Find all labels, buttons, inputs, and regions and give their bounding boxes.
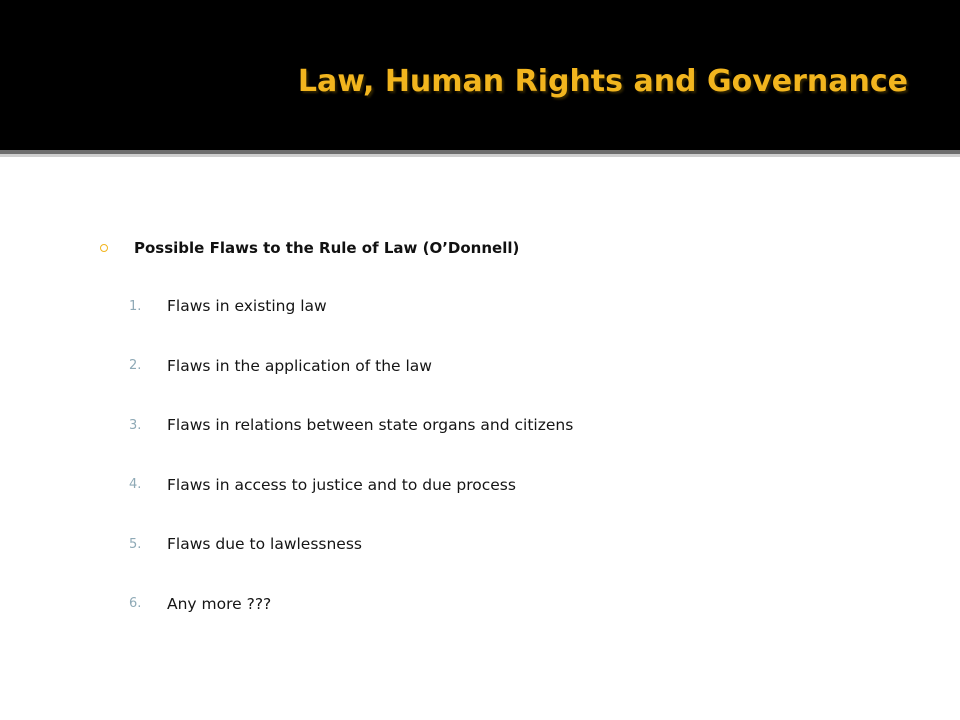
flaws-list bbox=[100, 292, 920, 618]
list-item-text: Flaws in access to justice and to due process bbox=[167, 475, 516, 494]
list-item-number: 3. bbox=[129, 417, 142, 433]
content-heading: Possible Flaws to the Rule of Law (O’Donnell) bbox=[134, 239, 520, 257]
list-item bbox=[100, 530, 920, 558]
list-item-text: Flaws due to lawlessness bbox=[167, 535, 362, 553]
list-item-number: 2. bbox=[129, 358, 142, 373]
title-bar bbox=[0, 0, 960, 150]
list-item bbox=[100, 352, 920, 380]
list-item-text: Flaws in the application of the law bbox=[167, 356, 432, 375]
title-divider-light bbox=[0, 154, 960, 157]
hollow-circle-bullet-icon bbox=[100, 244, 108, 252]
list-item bbox=[100, 292, 920, 320]
list-item-text: Flaws in relations between state organs and citizens bbox=[167, 416, 574, 434]
list-item bbox=[100, 471, 920, 499]
list-item-number: 5. bbox=[129, 536, 142, 552]
slide-content bbox=[100, 234, 920, 649]
list-item bbox=[100, 590, 920, 618]
slide-title: Law, Human Rights and Governance bbox=[297, 64, 908, 99]
list-item-number: 6. bbox=[129, 596, 142, 611]
list-item-number: 1. bbox=[129, 298, 142, 314]
heading-row bbox=[100, 234, 920, 262]
list-item-text: Any more ??? bbox=[167, 594, 272, 613]
list-item-number: 4. bbox=[129, 477, 142, 492]
list-item-text: Flaws in existing law bbox=[167, 297, 327, 315]
list-item bbox=[100, 411, 920, 439]
